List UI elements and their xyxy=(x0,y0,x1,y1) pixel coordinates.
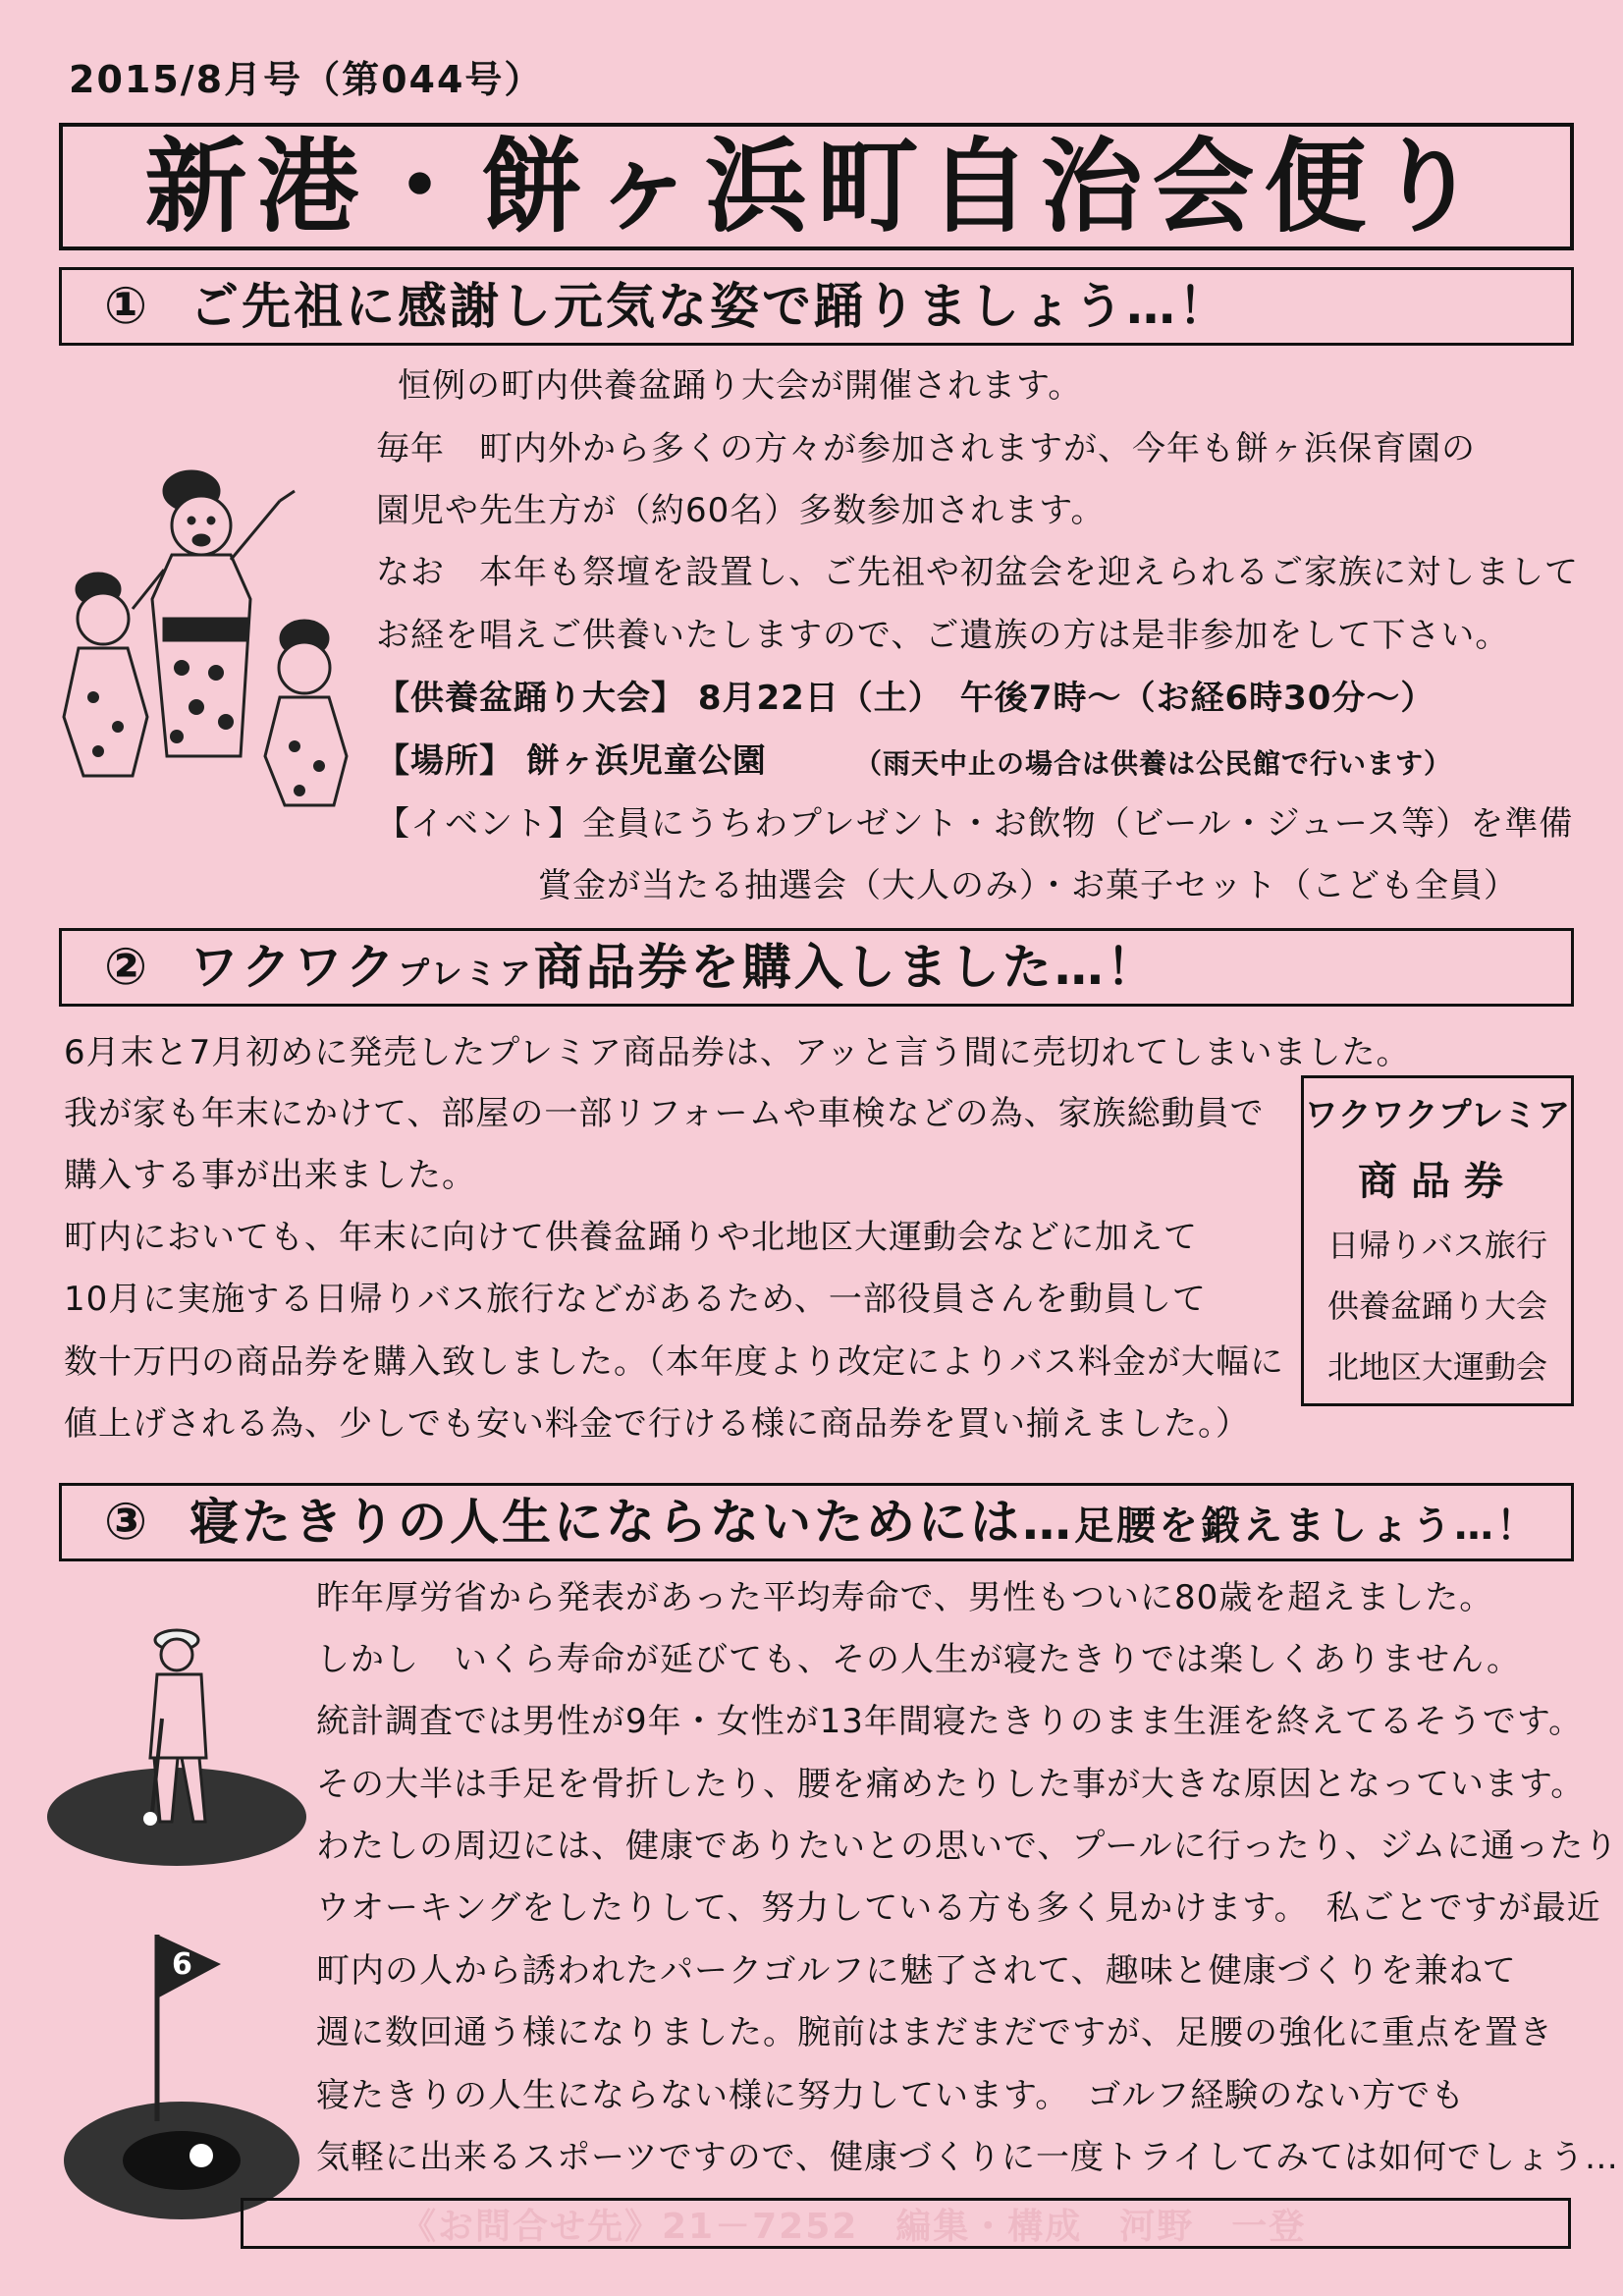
s2-line-3: 購入する事が出来ました。 xyxy=(64,1156,476,1195)
s2-line-6: 数十万円の商品券を購入致しました。（本年度より改定によりバス料金が大幅に xyxy=(64,1342,1284,1382)
s3-line-1: 昨年厚労省から発表があった平均寿命で、男性もついに80歳を超えました。 xyxy=(316,1578,1494,1617)
title-part: 商品券 xyxy=(533,939,690,996)
title-main: 寝たきりの人生にならないためには… xyxy=(189,1494,1074,1551)
s2-line-2: 我が家も年末にかけて、部屋の一部リフォームや車検などの為、家族総動員で xyxy=(64,1094,1265,1133)
s2-line-4: 町内においても、年末に向けて供養盆踊りや北地区大運動会などに加えて xyxy=(64,1218,1198,1257)
section-1-header xyxy=(59,267,1574,346)
s1-line-1: 恒例の町内供養盆踊り大会が開催されます。 xyxy=(398,366,1083,406)
masthead-title: 新港・餅ヶ浜町自治会便り xyxy=(144,127,1488,246)
bon-odori-dancers-illustration xyxy=(54,462,353,815)
box-item: 日帰りバス旅行 xyxy=(1326,1227,1547,1265)
box-title: ワクワクプレミア xyxy=(1304,1095,1571,1135)
s1-line-3: 園児や先生方が（約60名）多数参加されます。 xyxy=(376,491,1106,530)
s1-rain-note: （雨天中止の場合は供養は公民館で行います） xyxy=(854,747,1453,780)
s2-line-7: 値上げされる為、少しでも安い料金で行ける様に商品券を買い揃えました。） xyxy=(64,1404,1250,1444)
s1-line-4: なお 本年も祭壇を設置し、ご先祖や初盆会を迎えられるご家族に対しまして xyxy=(376,553,1579,592)
s2-line-1: 6月末と7月初めに発売したプレミア商品券は、アッと言う間に売切れてしまいました。 xyxy=(64,1033,1411,1072)
premium-voucher-box xyxy=(1301,1075,1574,1406)
section-title: ご先祖に感謝し元気な姿で踊りましょう…！ xyxy=(189,278,1230,335)
title-part: ワクワク xyxy=(189,939,398,996)
box-item: 北地区大運動会 xyxy=(1326,1348,1547,1387)
s1-event-date: 【供養盆踊り大会】 8月22日（土） 午後7時～（お経6時30分～） xyxy=(376,679,1435,718)
s1-venue: 【場所】 餅ヶ浜児童公園 xyxy=(376,741,767,781)
s2-line-5: 10月に実施する日帰りバス旅行などがあるため、一部役員さんを動員して xyxy=(64,1280,1207,1319)
contact-info: 《お問合せ先》21－7252 編集・構成 河野 一登 xyxy=(401,2206,1307,2247)
title-part-small: プレミア xyxy=(398,955,534,992)
section-number: ② xyxy=(103,938,148,997)
s3-line-2: しかし いくら寿命が延びても、その人生が寝たきりでは楽しくありません。 xyxy=(316,1640,1522,1679)
box-item: 供養盆踊り大会 xyxy=(1326,1287,1547,1326)
golfer-and-flag-illustration xyxy=(44,1611,319,2239)
masthead xyxy=(59,123,1574,250)
section-2-header xyxy=(59,928,1574,1007)
flag-number: 6 xyxy=(172,1947,192,1982)
s3-line-5: わたしの周辺には、健康でありたいとの思いで、プールに行ったり、ジムに通ったり xyxy=(316,1827,1619,1866)
section-number: ③ xyxy=(103,1493,148,1552)
s1-line-2: 毎年 町内外から多くの方々が参加されますが、今年も餅ヶ浜保育園の xyxy=(376,429,1476,468)
section-3-header xyxy=(59,1483,1574,1561)
s1-line-5: お経を唱えご供養いたしますので、ご遺族の方は是非参加をして下さい。 xyxy=(376,616,1510,655)
s3-line-6: ウオーキングをしたりして、努力している方も多く見かけます。 私ごとですが最近 xyxy=(316,1888,1601,1928)
s3-line-10: 気軽に出来るスポーツですので、健康づくりに一度トライしてみては如何でしょう… xyxy=(316,2138,1619,2177)
s1-event-items-2: 賞金が当たる抽選会（大人のみ）・お菓子セット（こども全員） xyxy=(538,866,1518,905)
s3-line-3: 統計調査では男性が9年・女性が13年間寝たきりのまま生涯を終えてるそうです。 xyxy=(316,1702,1584,1741)
s3-line-4: その大半は手足を骨折したり、腰を痛めたりした事が大きな原因となっています。 xyxy=(316,1765,1586,1804)
s3-line-7: 町内の人から誘われたパークゴルフに魅了されて、趣味と健康づくりを兼ねて xyxy=(316,1951,1517,1991)
contact-box xyxy=(241,2198,1571,2249)
section-title xyxy=(189,1494,1539,1551)
box-subtitle: 商品券 xyxy=(1358,1158,1517,1204)
s1-event-items: 【イベント】全員にうちわプレゼント・お飲物（ビール・ジュース等）を準備 xyxy=(376,804,1574,844)
title-sub: 足腰を鍛えましょう…！ xyxy=(1074,1503,1539,1549)
title-part: を購入しました…！ xyxy=(689,939,1159,996)
section-number: ① xyxy=(103,277,148,336)
issue-number: 2015/8月号（第044号） xyxy=(69,58,544,101)
s3-line-8: 週に数回通う様になりました。腕前はまだまだですが、足腰の強化に重点を置き xyxy=(316,2013,1553,2052)
s3-line-9: 寝たきりの人生にならない様に努力しています。 ゴルフ経験のない方でも xyxy=(316,2076,1466,2115)
section-title xyxy=(189,939,1159,996)
